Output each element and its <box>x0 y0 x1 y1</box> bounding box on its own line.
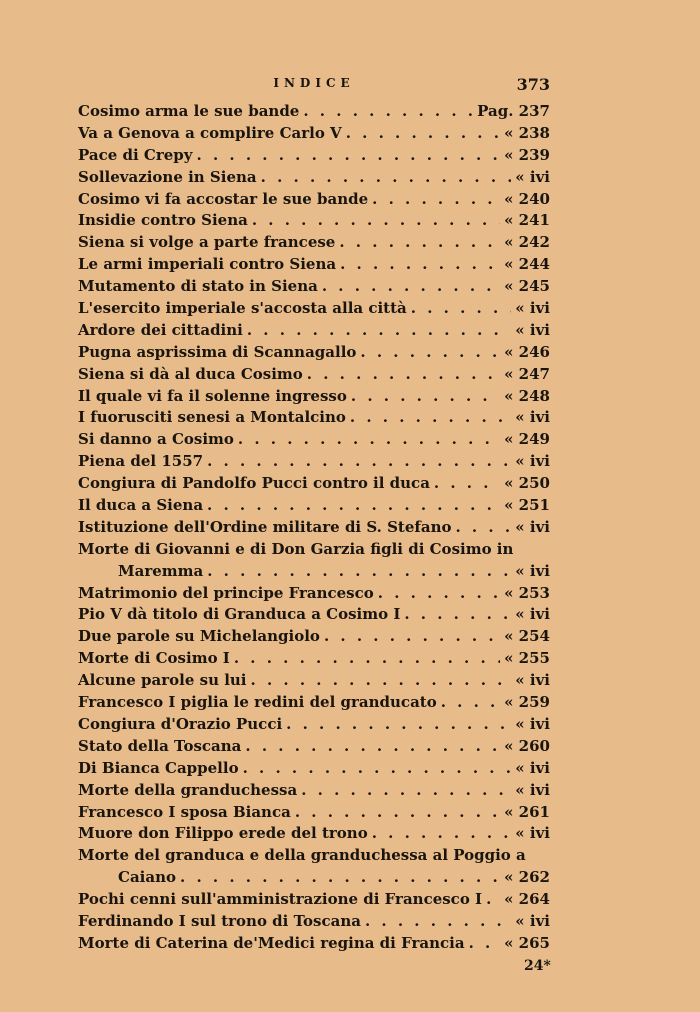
entry-page-ref: « ivi <box>515 299 550 318</box>
entry-title: Congiura di Pandolfo Pucci contro il duca <box>78 474 430 493</box>
index-entry <box>78 736 550 758</box>
entry-page-ref: « 248 <box>504 386 550 405</box>
entry-title: Alcune parole su lui <box>78 671 247 690</box>
dot-leader <box>378 583 500 605</box>
dot-leader <box>372 189 500 211</box>
dot-leader <box>247 320 511 342</box>
entry-title: Muore don Filippo erede del trono <box>78 824 368 843</box>
entry-title: Morte di Caterina de'Medici regina di Francia <box>78 933 465 952</box>
entry-page-ref: « 246 <box>504 342 550 361</box>
index-entry <box>78 451 550 473</box>
entry-title: Pugna asprissima di Scannagallo <box>78 342 357 361</box>
index-entry <box>78 823 550 845</box>
index-entry <box>78 342 550 364</box>
entry-page-ref: « 259 <box>504 693 550 712</box>
entry-page-ref: « 261 <box>504 802 550 821</box>
entry-title: Congiura d'Orazio Pucci <box>78 714 283 733</box>
dot-leader <box>286 714 511 736</box>
entry-title: Caiano <box>118 868 176 887</box>
entry-page-ref: « ivi <box>515 167 550 186</box>
dot-leader <box>350 407 511 429</box>
entry-page-ref: « ivi <box>515 758 550 777</box>
dot-leader <box>234 648 500 670</box>
entry-page-ref: « 239 <box>504 145 550 164</box>
dot-leader <box>251 670 512 692</box>
entry-title: Pace di Crepy <box>78 145 193 164</box>
entry-title: Morte di Cosimo I <box>78 649 230 668</box>
entry-title: Cosimo arma le sue bande <box>78 102 300 120</box>
dot-leader <box>180 867 500 889</box>
entry-title: Matrimonio del principe Francesco <box>78 583 374 602</box>
dot-leader <box>295 802 500 824</box>
entry-title: Va a Genova a complire Carlo V <box>78 123 342 142</box>
entry-title: L'esercito imperiale s'accosta alla città <box>78 299 407 318</box>
entry-page-ref: « ivi <box>515 911 550 930</box>
entry-title: Mutamento di stato in Siena <box>78 277 318 296</box>
entry-title: Ferdinando I sul trono di Toscana <box>78 911 361 930</box>
dot-leader <box>238 429 500 451</box>
running-title: INDICE <box>273 76 355 90</box>
index-entry <box>78 539 550 561</box>
entry-title: Due parole su Michelangiolo <box>78 627 320 646</box>
entry-page-ref: « ivi <box>515 714 550 733</box>
index-entry <box>78 780 550 802</box>
dot-leader <box>245 736 500 758</box>
entry-page-ref: « 238 <box>504 123 550 142</box>
index-entry <box>78 714 550 736</box>
index-entry <box>78 123 550 145</box>
index-entry <box>78 232 550 254</box>
entry-page-ref: « 250 <box>504 474 550 493</box>
entry-title: Cosimo vi fa accostar le sue bande <box>78 189 369 208</box>
dot-leader <box>486 889 500 911</box>
entry-title: Ardore dei cittadini <box>78 320 243 339</box>
entry-page-ref: « ivi <box>515 517 550 536</box>
entry-page-ref: « 247 <box>504 364 550 383</box>
entry-page-ref: « ivi <box>515 671 550 690</box>
index-entry <box>78 495 550 517</box>
dot-leader <box>301 780 511 802</box>
index-entry <box>78 561 550 583</box>
entry-title: Sollevazione in Siena <box>78 167 257 186</box>
index-entry <box>78 933 550 955</box>
entry-page-ref: « 240 <box>504 189 550 208</box>
index-entry <box>78 101 550 123</box>
dot-leader <box>197 145 501 167</box>
dot-leader <box>340 254 500 276</box>
index-entry <box>78 670 550 692</box>
index-entry <box>78 845 550 867</box>
page-header <box>78 76 550 98</box>
entry-title: Morte della granduchessa <box>78 780 298 799</box>
entry-page-ref: « 262 <box>504 868 550 887</box>
signature-mark: 24* <box>524 958 551 974</box>
dot-leader <box>339 232 500 254</box>
dot-leader <box>404 604 511 626</box>
entry-page-ref: « ivi <box>515 408 550 427</box>
index-entry <box>78 320 550 342</box>
entry-title: Pochi cenni sull'amministrazione di Francesco I <box>78 890 483 909</box>
entry-page-ref: Pag. 237 <box>477 102 550 120</box>
index-entry <box>78 167 550 189</box>
dot-leader <box>455 517 511 539</box>
dot-leader <box>360 342 500 364</box>
entry-title: Il quale vi fa il solenne ingresso <box>78 386 347 405</box>
entry-page-ref: « ivi <box>515 780 550 799</box>
index-entry <box>78 517 550 539</box>
entry-page-ref: « 251 <box>504 496 550 515</box>
index-entry <box>78 145 550 167</box>
entry-title: I fuorusciti senesi a Montalcino <box>78 408 346 427</box>
dot-leader <box>365 911 511 933</box>
entry-page-ref: « 241 <box>504 211 550 230</box>
page-number: 373 <box>516 75 550 94</box>
entry-title: Morte di Giovanni e di Don Garzia figli di Cosimo in <box>78 539 514 558</box>
entry-title: Siena si dà al duca Cosimo <box>78 364 303 383</box>
index-entry <box>78 583 550 605</box>
entry-page-ref: « ivi <box>515 824 550 843</box>
entry-page-ref: « ivi <box>515 452 550 471</box>
entry-page-ref: « 254 <box>504 627 550 646</box>
index-entry <box>78 386 550 408</box>
entry-page-ref: « 265 <box>504 933 550 952</box>
entry-title: Piena del 1557 <box>78 452 204 471</box>
dot-leader <box>207 495 500 517</box>
index-entry <box>78 254 550 276</box>
dot-leader <box>207 561 511 583</box>
dot-leader <box>207 451 511 473</box>
index-entry <box>78 889 550 911</box>
entry-page-ref: « 245 <box>504 277 550 296</box>
index-entry <box>78 364 550 386</box>
index-entry <box>78 298 550 320</box>
entry-title: Istituzione dell'Ordine militare di S. Stefano <box>78 517 452 536</box>
entry-page-ref: « 264 <box>504 890 550 909</box>
index-entry <box>78 692 550 714</box>
index-entry <box>78 276 550 298</box>
dot-leader <box>372 823 512 845</box>
index-entry <box>78 911 550 933</box>
entry-title: Francesco I sposa Bianca <box>78 802 291 821</box>
dot-leader <box>441 692 500 714</box>
entry-page-ref: « 244 <box>504 255 550 274</box>
entry-title: Di Bianca Cappello <box>78 758 239 777</box>
entry-title: Si danno a Cosimo <box>78 430 234 449</box>
entry-title: Stato della Toscana <box>78 736 242 755</box>
entry-title: Le armi imperiali contro Siena <box>78 255 337 274</box>
index-entry <box>78 802 550 824</box>
dot-leader <box>469 933 501 955</box>
dot-leader <box>324 626 500 648</box>
entry-title: Siena si volge a parte francese <box>78 233 336 252</box>
index-entry <box>78 189 550 211</box>
index-entry <box>78 648 550 670</box>
index-entries <box>78 101 550 955</box>
dot-leader <box>307 364 500 386</box>
dot-leader <box>322 276 500 298</box>
entry-title: Maremma <box>118 561 204 580</box>
entry-page-ref: « 253 <box>504 583 550 602</box>
dot-leader <box>243 758 512 780</box>
dot-leader <box>346 123 500 145</box>
dot-leader <box>411 298 512 320</box>
index-entry <box>78 758 550 780</box>
dot-leader <box>303 101 473 123</box>
index-entry <box>78 407 550 429</box>
index-entry <box>78 473 550 495</box>
entry-page-ref: « 242 <box>504 233 550 252</box>
dot-leader <box>261 167 512 189</box>
entry-title: Pio V dà titolo di Granduca a Cosimo I <box>78 605 401 624</box>
entry-title: Francesco I piglia le redini del granducato <box>78 693 437 712</box>
index-entry <box>78 626 550 648</box>
index-entry <box>78 867 550 889</box>
entry-title: Il duca a Siena <box>78 496 204 515</box>
index-entry <box>78 210 550 232</box>
index-entry <box>78 429 550 451</box>
dot-leader <box>252 210 500 232</box>
entry-page-ref: « ivi <box>515 605 550 624</box>
entry-page-ref: « 249 <box>504 430 550 449</box>
entry-page-ref: « 255 <box>504 649 550 668</box>
entry-page-ref: « ivi <box>515 320 550 339</box>
entry-page-ref: « 260 <box>504 736 550 755</box>
entry-page-ref: « ivi <box>515 561 550 580</box>
dot-leader <box>434 473 500 495</box>
entry-title: Morte del granduca e della granduchessa al Poggio a <box>78 846 526 865</box>
index-entry <box>78 604 550 626</box>
dot-leader <box>351 386 500 408</box>
entry-title: Insidie contro Siena <box>78 211 248 230</box>
